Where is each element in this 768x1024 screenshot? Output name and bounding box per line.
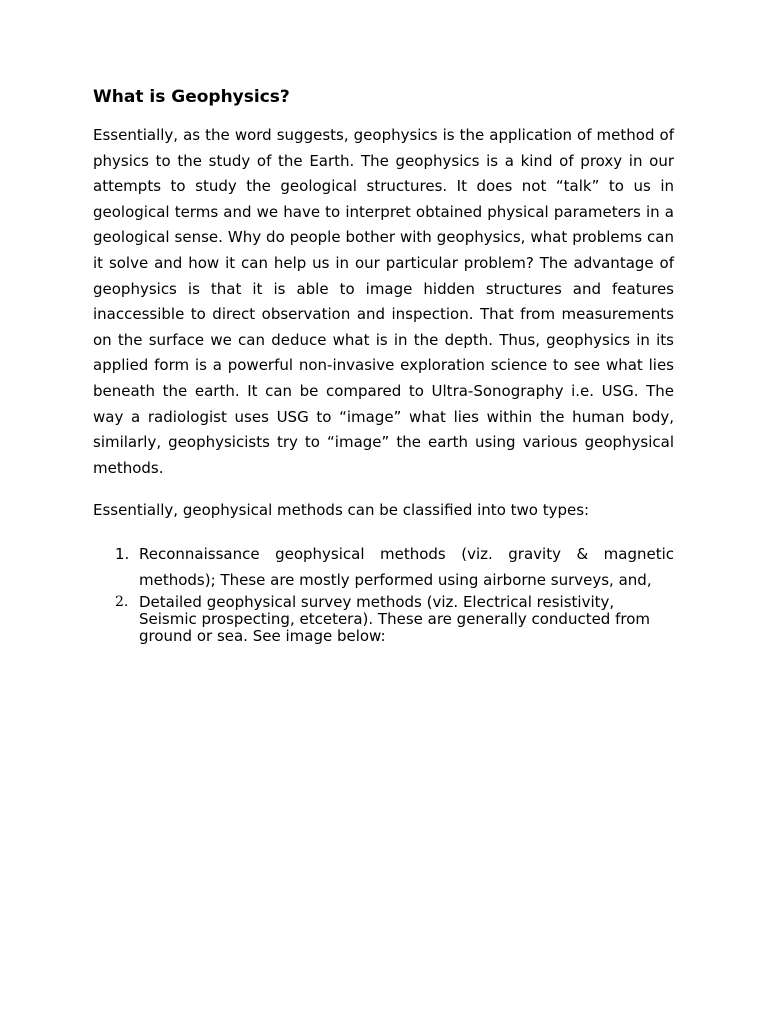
list-item-number: 2. [115, 594, 129, 611]
intro-paragraph: Essentially, as the word suggests, geophysics is the application of method of physics to the study of the Earth. The geophysics is a kind of proxy in our attempts to study the geological structures. It does not “talk” to us in geological terms and we have to interpret obtained physical parameters in a geological sense. Why do people bother with geophysics, what problems can it solve and how it can help us in our particular problem? The advantage of geophysics is that it is able to image hidden structures and features inaccessible to direct observation and inspection. That from measurements on the surface we can deduce what is in the depth. Thus, geophysics in its applied form is a powerful non-invasive exploration science to see what lies beneath the earth. It can be compared to Ultra-Sonography i.e. USG. The way a radiologist uses USG to “image” what lies within the human body, similarly, geophysicists try to “image” the earth using various geophysical methods. [93, 126, 674, 477]
methods-list [93, 542, 674, 645]
list-item [93, 594, 674, 645]
document-title: What is Geophysics? [93, 87, 290, 107]
list-item [93, 542, 674, 593]
document-page [93, 86, 674, 645]
list-item-text: Detailed geophysical survey methods (viz. Electrical resistivity, Seismic prospecting, etcetera). These are generally conducted from ground or sea. See image below: [139, 593, 651, 646]
list-item-number: 1. [115, 544, 130, 563]
list-item-text: Reconnaissance geophysical methods (viz. gravity & magnetic methods); These are mostly performed using airborne surveys, and, [139, 544, 674, 589]
classification-paragraph: Essentially, geophysical methods can be classified into two types: [93, 501, 590, 520]
